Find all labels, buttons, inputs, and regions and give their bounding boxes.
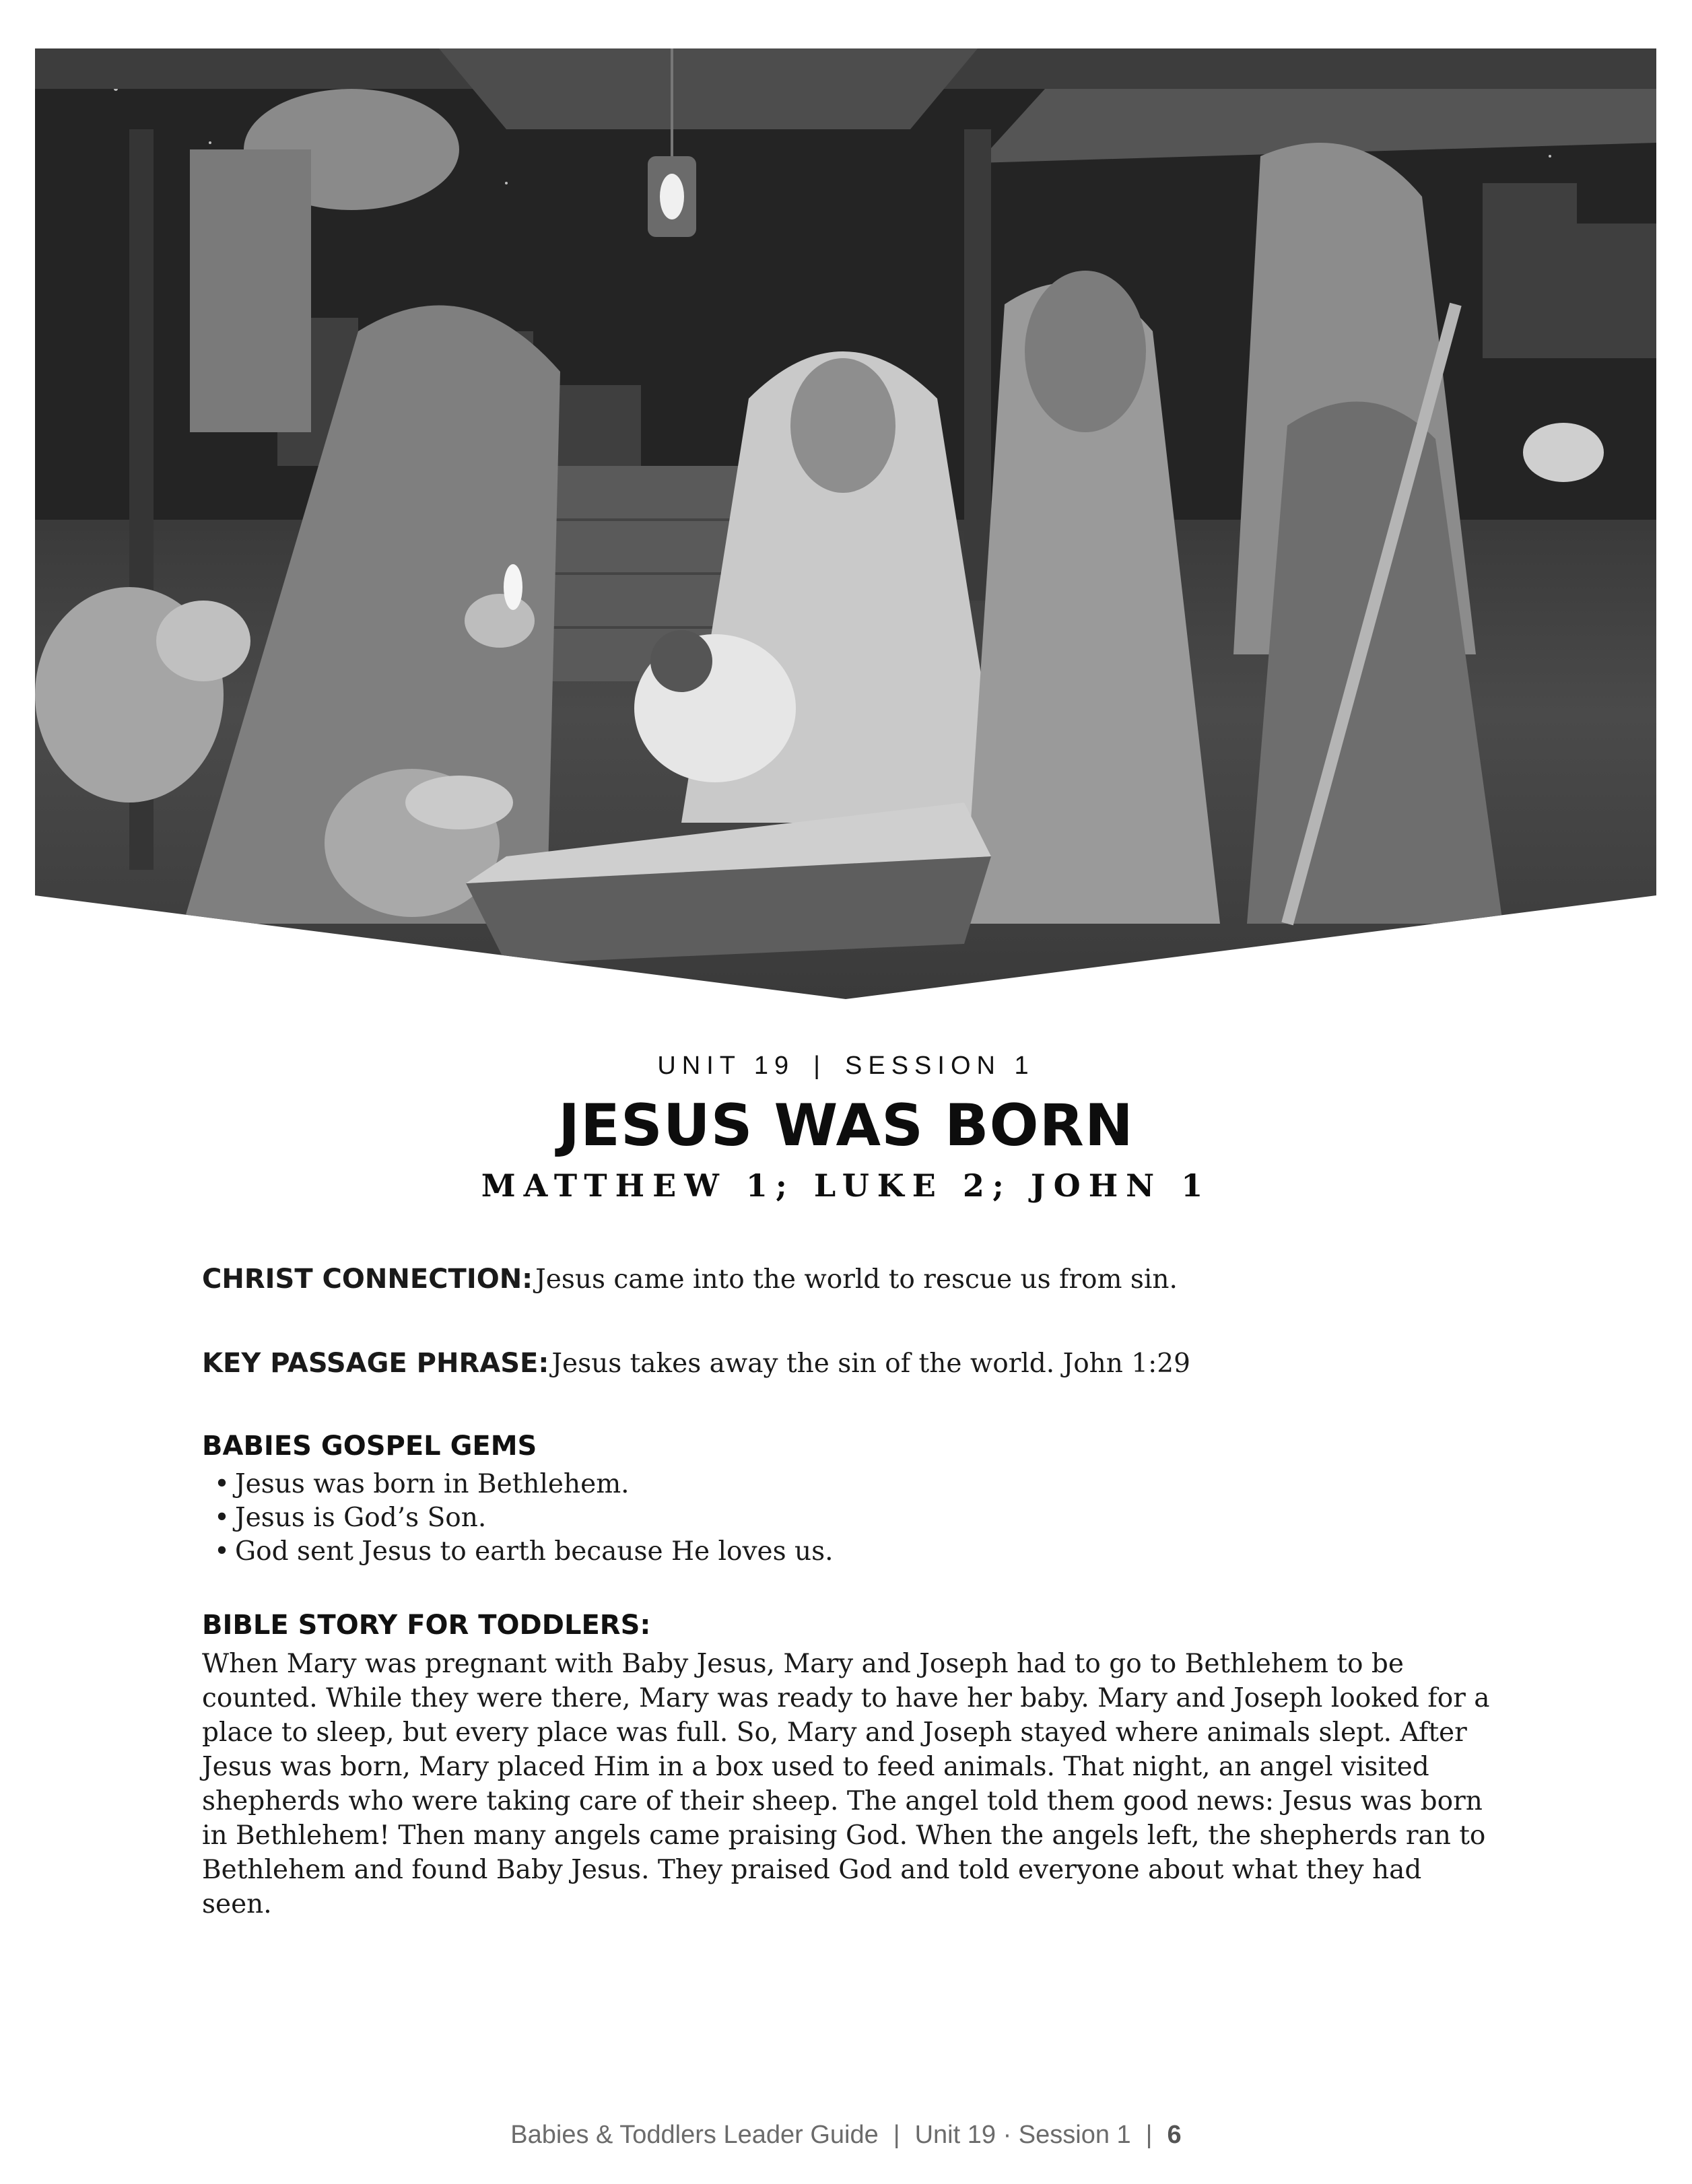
bible-story-heading: BIBLE STORY FOR TODDLERS: bbox=[202, 1610, 651, 1641]
footer-separator: | bbox=[1145, 2121, 1153, 2149]
page-footer bbox=[0, 2121, 1692, 2150]
list-item: • Jesus was born in Bethlehem. bbox=[214, 1469, 630, 1499]
bible-story-text: When Mary was pregnant with Baby Jesus, Mary and Joseph had to go to Bethlehem to be counted. While they were there, Mary was ready to have her baby. Mary and Joseph looked for a place to sleep, but every place was full. So, Mary and Joseph stayed where animals slept. After Jesus was born, Mary placed Him in a box used to feed animals. That night, an angel visited shepherds who were taking care of their sheep. The angel told them good news: Jesus was born in Bethlehem! Then many angels came praising God. When the angels left, the shepherds ran to Bethlehem and found Baby Jesus. They praised God and told everyone about what they had seen. bbox=[202, 1649, 1490, 1919]
bullet-icon: • bbox=[214, 1503, 230, 1533]
christ-connection-text: Jesus came into the world to rescue us from sin. bbox=[535, 1264, 1178, 1295]
scripture-reference: MATTHEW 1; LUKE 2; JOHN 1 bbox=[481, 1167, 1211, 1204]
unit-label: UNIT 19 bbox=[657, 1052, 795, 1080]
key-passage-text: Jesus takes away the sin of the world. John 1:29 bbox=[551, 1349, 1190, 1379]
nativity-scene-icon bbox=[35, 48, 1656, 999]
page-number: 6 bbox=[1167, 2121, 1182, 2149]
gospel-gems-section bbox=[202, 1427, 1495, 1569]
nativity-illustration bbox=[35, 48, 1656, 999]
list-item: • God sent Jesus to earth because He loves us. bbox=[214, 1536, 834, 1567]
footer-guide-title: Babies & Toddlers Leader Guide bbox=[510, 2121, 879, 2149]
christ-connection-label: CHRIST CONNECTION: bbox=[202, 1264, 533, 1295]
footer-separator: | bbox=[893, 2121, 900, 2149]
key-passage bbox=[202, 1343, 1495, 1390]
list-item: • Jesus is God’s Son. bbox=[214, 1503, 487, 1533]
gospel-gems-heading: BABIES GOSPEL GEMS bbox=[202, 1431, 537, 1462]
christ-connection bbox=[202, 1259, 1495, 1305]
key-passage-label: KEY PASSAGE PHRASE: bbox=[202, 1348, 549, 1379]
footer-unit-session: Unit 19 · Session 1 bbox=[914, 2121, 1131, 2149]
bullet-icon: • bbox=[214, 1469, 230, 1499]
bible-story-section bbox=[202, 1606, 1495, 1921]
unit-separator: | bbox=[813, 1052, 827, 1080]
unit-session-line bbox=[0, 1052, 1692, 1081]
page-title: JESUS WAS BORN bbox=[558, 1092, 1134, 1159]
lesson-content bbox=[202, 1259, 1495, 1921]
session-label: SESSION 1 bbox=[845, 1052, 1035, 1080]
gospel-gems-list bbox=[202, 1468, 1495, 1569]
bullet-icon: • bbox=[214, 1536, 230, 1567]
